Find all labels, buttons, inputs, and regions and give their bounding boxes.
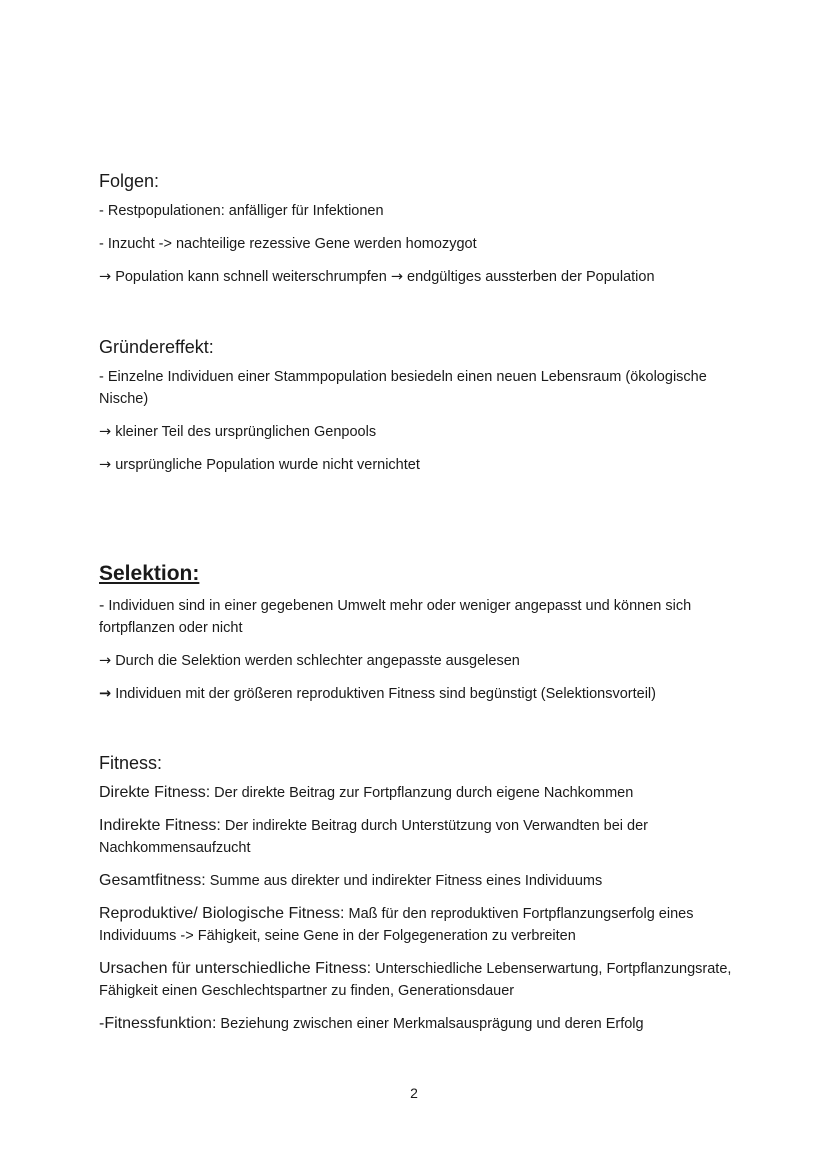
gruendereffekt-arrow-1	[99, 421, 739, 443]
selektion-item-dash: -	[99, 597, 105, 614]
gruendereffekt-arrow-text-1: kleiner Teil des ursprünglichen Genpools	[115, 424, 377, 440]
definition-text: Summe aus direkter und indirekter Fitness eines Individuums	[209, 873, 603, 889]
folgen-arrow-part1: Population kann schnell weiterschrumpfen	[115, 269, 387, 285]
arrow-icon: →	[99, 457, 112, 473]
fitness-definition	[99, 782, 739, 804]
definition-term: Gesamtfitness:	[99, 872, 206, 889]
definition-term: Indirekte Fitness:	[99, 817, 221, 834]
gruendereffekt-arrow-text-2: ursprüngliche Population wurde nicht vernichtet	[115, 457, 420, 473]
folgen-item-2: - Inzucht -> nachteilige rezessive Gene werden homozygot	[99, 236, 477, 252]
selektion-arrow-text-1: Durch die Selektion werden schlechter angepasste ausgelesen	[115, 653, 520, 669]
selektion-arrow-text-2: Individuen mit der größeren reproduktiven Fitness sind begünstigt (Selektionsvorteil)	[115, 686, 656, 702]
folgen-arrow-line	[99, 266, 739, 288]
folgen-heading: Folgen:	[99, 171, 160, 191]
definition-text: Der indirekte Beitrag durch Unterstützung von Verwandten bei der Nachkommensaufzucht	[99, 818, 649, 856]
gruendereffekt-arrow-2	[99, 454, 739, 476]
definition-term: Direkte Fitness:	[99, 784, 211, 801]
fitness-definition	[99, 903, 739, 947]
definition-term: Reproduktive/ Biologische Fitness:	[99, 905, 345, 922]
page-number: 2	[410, 1085, 418, 1101]
definition-text: Der direkte Beitrag zur Fortpflanzung durch eigene Nachkommen	[214, 785, 634, 801]
selektion-arrow-1	[99, 650, 739, 672]
folgen-arrow-part2: endgültiges aussterben der Population	[407, 269, 655, 285]
selektion-item-text: Individuen sind in einer gegebenen Umwelt mehr oder weniger angepasst und können sich fortpflanzen oder nicht	[99, 598, 692, 636]
arrow-icon: →	[99, 269, 112, 285]
arrow-icon: →	[390, 269, 404, 285]
folgen-item-1: - Restpopulationen: anfälliger für Infektionen	[99, 203, 384, 219]
selektion-arrow-2	[99, 683, 739, 705]
gruendereffekt-heading: Gründereffekt:	[99, 337, 214, 357]
definition-term: -Fitnessfunktion:	[99, 1015, 217, 1032]
gruendereffekt-item: - Einzelne Individuen einer Stammpopulation besiedeln einen neuen Lebensraum (ökologische Nische)	[99, 369, 707, 407]
arrow-icon: →	[99, 424, 112, 440]
fitness-definition	[99, 815, 739, 859]
page-content	[99, 168, 739, 1046]
definition-text: Beziehung zwischen einer Merkmalsausprägung und deren Erfolg	[220, 1016, 644, 1032]
definition-text: Maß für den reproduktiven Fortpflanzungserfolg eines Individuums -> Fähigkeit, seine Gene in der Folgegeneration zu verbreiten	[99, 906, 694, 944]
fitness-definition	[99, 958, 739, 1002]
definition-text: Unterschiedliche Lebenserwartung, Fortpflanzungsrate, Fähigkeit einen Geschlechtspartner zu finden, Generationsdauer	[99, 961, 732, 999]
fitness-heading: Fitness:	[99, 753, 163, 773]
fitness-definition	[99, 870, 739, 892]
arrow-icon: →	[99, 686, 112, 702]
selektion-item	[99, 595, 739, 639]
selektion-heading: Selektion:	[99, 562, 200, 585]
fitness-definition	[99, 1013, 739, 1035]
definition-term: Ursachen für unterschiedliche Fitness:	[99, 960, 372, 977]
arrow-icon: →	[99, 653, 112, 669]
